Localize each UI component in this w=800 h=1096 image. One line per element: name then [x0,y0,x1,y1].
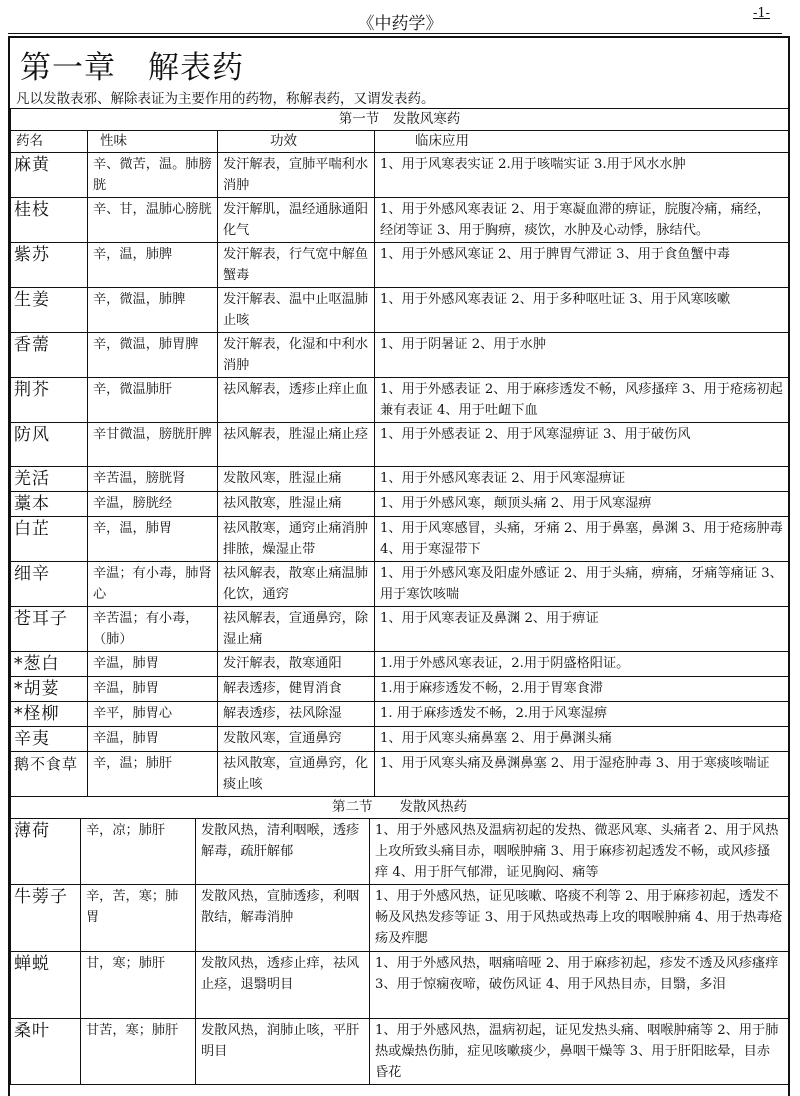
table-row [11,562,789,607]
table-row [11,153,789,198]
section-title: 第二节 发散风热药 [11,797,789,819]
herb-taste-meridian: 辛，温，肺脾 [88,243,218,288]
herb-effect: 祛风解表，散寒止痛温肺化饮，通窍 [218,562,375,607]
herb-taste-meridian: 甘苦，寒；肺肝 [81,1019,196,1085]
herb-taste-meridian: 辛温，膀胱经 [88,492,218,517]
table-row [11,885,789,952]
herb-taste-meridian: 辛，苦，寒；肺胃 [81,885,196,952]
table-row [11,467,789,492]
herb-name: 防风 [11,423,88,467]
herb-taste-meridian: 辛、微苦，温。肺膀胱 [88,153,218,198]
herb-name: 羌活 [11,467,88,492]
herb-name: 藁本 [11,492,88,517]
herb-clinical-usage: 1、用于外感风热及温病初起的发热、微恶风寒、头痛者 2、用于风热上攻所致头痛目赤，咽喉肿痛 3、用于麻疹初起透发不畅，或风疹搔痒 4、用于肝气郁滞，证见胸闷、痛等 [370,819,789,885]
herb-taste-meridian: 辛，温，肺胃 [88,517,218,562]
column-header-usage: 临床应用 [375,131,789,153]
chapter-intro: 凡以发散表邪、解除表证为主要作用的药物，称解表药，又谓发表药。 [16,91,435,107]
table-row [11,752,789,797]
herb-taste-meridian: 辛，温；肺肝 [88,752,218,797]
herb-effect: 祛风解表，宣通鼻窍，除湿止痛 [218,607,375,652]
column-header-effect: 功效 [218,131,375,153]
table-row [11,517,789,562]
herb-effect: 发散风热，清利咽喉，透疹解毒，疏肝解郁 [196,819,370,885]
table-row [11,198,789,243]
chapter-title: 第一章 解表药 [20,50,244,86]
section-title-row [11,109,789,131]
herb-effect: 解表透疹，健胃消食 [218,677,375,702]
herb-name: *葱白 [11,652,88,677]
herb-clinical-usage: 1、用于外感风寒，颠顶头痛 2、用于风寒湿痹 [375,492,789,517]
herb-effect: 祛风散寒，宣通鼻窍，化痰止咳 [218,752,375,797]
herb-effect: 发散风热，宣肺透疹，利咽散结，解毒消肿 [196,885,370,952]
table-row [11,378,789,423]
herb-name: 麻黄 [11,153,88,198]
column-header-name: 药名 [11,131,88,153]
herb-effect: 祛风散寒，通窍止痛消肿排脓，燥湿止带 [218,517,375,562]
herb-name: 生姜 [11,288,88,333]
herb-name: 细辛 [11,562,88,607]
herb-clinical-usage: 1、用于外感风寒表证 2、用于多种呕吐证 3、用于风寒咳嗽 [375,288,789,333]
table-row [11,423,789,467]
herb-name: 紫苏 [11,243,88,288]
herb-name: 桂枝 [11,198,88,243]
herb-effect: 祛风解表，透疹止痒止血 [218,378,375,423]
herb-effect: 发散风热，润肺止咳，平肝明目 [196,1019,370,1085]
section-title-row [11,797,789,819]
herb-name: *胡荽 [11,677,88,702]
herb-name: 白芷 [11,517,88,562]
herb-taste-meridian: 辛苦温，膀胱肾 [88,467,218,492]
page-header [0,0,800,34]
herb-clinical-usage: 1、用于外感表证 2、用于风寒湿痹证 3、用于破伤风 [375,423,789,467]
table-row [11,243,789,288]
herb-effect: 发汗解表，行气宽中解鱼蟹毒 [218,243,375,288]
table-row [11,727,789,752]
herb-taste-meridian: 辛甘微温，膀胱肝脾 [88,423,218,467]
table-row [11,652,789,677]
herb-effect: 发汗解表、温中止呕温肺止咳 [218,288,375,333]
herb-name: 荆芥 [11,378,88,423]
table-row [11,492,789,517]
herb-taste-meridian: 辛温；有小毒，肺肾心 [88,562,218,607]
herb-clinical-usage: 1、用于风寒头痛及鼻渊鼻塞 2、用于湿疮肿毒 3、用于寒痰咳喘证 [375,752,789,797]
herb-effect: 发汗解表，散寒通阳 [218,652,375,677]
table-row [11,677,789,702]
herb-effect: 祛风散寒，胜湿止痛 [218,492,375,517]
herb-clinical-usage: 1、用于外感风寒表证 2、用于风寒湿痹证 [375,467,789,492]
herb-taste-meridian: 甘，寒；肺肝 [81,952,196,1019]
table-row [11,607,789,652]
herb-clinical-usage: 1、用于外感风寒表证 2、用于寒凝血滞的痹证，脘腹冷痛，痛经，经闭等证 3、用于胸痹，痰饮，水肿及心动悸，脉结代。 [375,198,789,243]
herb-taste-meridian: 辛，微温，肺脾 [88,288,218,333]
table-row [11,702,789,727]
table-row [11,333,789,378]
herb-clinical-usage: 1、用于外感风热，温病初起，证见发热头痛、咽喉肿痛等 2、用于肺热或燥热伤肺，症见咳嗽痰少，鼻咽干燥等 3、用于肝阳眩晕，目赤昏花 [370,1019,789,1085]
column-header-row [11,131,789,153]
column-header-taste: 性味 [88,131,218,153]
table-row [11,952,789,1019]
herb-effect: 发散风寒，宣通鼻窍 [218,727,375,752]
herb-effect: 发汗解表，宣肺平喘利水消肿 [218,153,375,198]
table-row [11,819,789,885]
herb-clinical-usage: 1、用于外感风热，咽痛喑哑 2、用于麻疹初起，疹发不透及风疹瘙痒 3、用于惊痫夜啼，破伤风证 4、用于风热目赤，目翳，多泪 [370,952,789,1019]
herb-name: 鹅不食草 [11,752,88,797]
herb-taste-meridian: 辛、甘，温肺心膀胱 [88,198,218,243]
herb-name: 苍耳子 [11,607,88,652]
content-frame [8,36,790,1096]
herb-taste-meridian: 辛温，肺胃 [88,677,218,702]
herb-clinical-usage: 1、用于阴暑证 2、用于水肿 [375,333,789,378]
table-row [11,288,789,333]
herb-effect: 发汗解肌，温经通脉通阳化气 [218,198,375,243]
herb-name: 蝉蜕 [11,952,81,1019]
herb-taste-meridian: 辛，凉；肺肝 [81,819,196,885]
herb-clinical-usage: 1.用于外感风寒表证，2.用于阴盛格阳证。 [375,652,789,677]
herb-clinical-usage: 1. 用于麻疹透发不畅，2.用于风寒湿痹 [375,702,789,727]
herb-effect: 发汗解表，化湿和中利水消肿 [218,333,375,378]
herb-clinical-usage: 1、用于风寒表实证 2.用于咳喘实证 3.用于风水水肿 [375,153,789,198]
section-title: 第一节 发散风寒药 [11,109,789,131]
herb-effect: 解表透疹，祛风除湿 [218,702,375,727]
herb-name: 薄荷 [11,819,81,885]
herb-effect: 发散风热，透疹止痒，祛风止痉，退翳明目 [196,952,370,1019]
herb-clinical-usage: 1.用于麻疹透发不畅，2.用于胃寒食滞 [375,677,789,702]
wind-cold-herbs-table [10,108,789,797]
herb-effect: 祛风解表，胜湿止痛止痉 [218,423,375,467]
header-rule [8,33,782,34]
herb-name: 牛蒡子 [11,885,81,952]
herb-clinical-usage: 1、用于风寒感冒，头痛，牙痛 2、用于鼻塞，鼻渊 3、用于疮疡肿毒 4、用于寒湿带下 [375,517,789,562]
herb-effect: 发散风寒，胜湿止痛 [218,467,375,492]
table-row [11,1019,789,1085]
book-title: 《中药学》 [357,14,443,34]
page-number: -1- [752,6,770,21]
herb-clinical-usage: 1、用于风寒头痛鼻塞 2、用于鼻渊头痛 [375,727,789,752]
herb-clinical-usage: 1、用于外感表证 2、用于麻疹透发不畅，风疹搔痒 3、用于疮疡初起兼有表证 4、用于吐衄下血 [375,378,789,423]
herb-taste-meridian: 辛苦温；有小毒，（肺） [88,607,218,652]
herb-clinical-usage: 1、用于外感风热，证见咳嗽、咯痰不利等 2、用于麻疹初起，透发不畅及风热发疹等证 3、用于风热或热毒上攻的咽喉肿痛 4、用于热毒疮疡及痄腮 [370,885,789,952]
herb-name: 香薷 [11,333,88,378]
wind-heat-herbs-table [10,796,789,1085]
herb-name: *柽柳 [11,702,88,727]
herb-taste-meridian: 辛，微温，肺胃脾 [88,333,218,378]
herb-taste-meridian: 辛平，肺胃心 [88,702,218,727]
herb-name: 桑叶 [11,1019,81,1085]
herb-taste-meridian: 辛，微温肺肝 [88,378,218,423]
herb-clinical-usage: 1、用于风寒表证及鼻渊 2、用于痹证 [375,607,789,652]
herb-name: 辛夷 [11,727,88,752]
herb-taste-meridian: 辛温，肺胃 [88,727,218,752]
herb-clinical-usage: 1、用于外感风寒及阳虚外感证 2、用于头痛，痹痛，牙痛等痛证 3、用于寒饮咳喘 [375,562,789,607]
herb-taste-meridian: 辛温，肺胃 [88,652,218,677]
herb-clinical-usage: 1、用于外感风寒证 2、用于脾胃气滞证 3、用于食鱼蟹中毒 [375,243,789,288]
